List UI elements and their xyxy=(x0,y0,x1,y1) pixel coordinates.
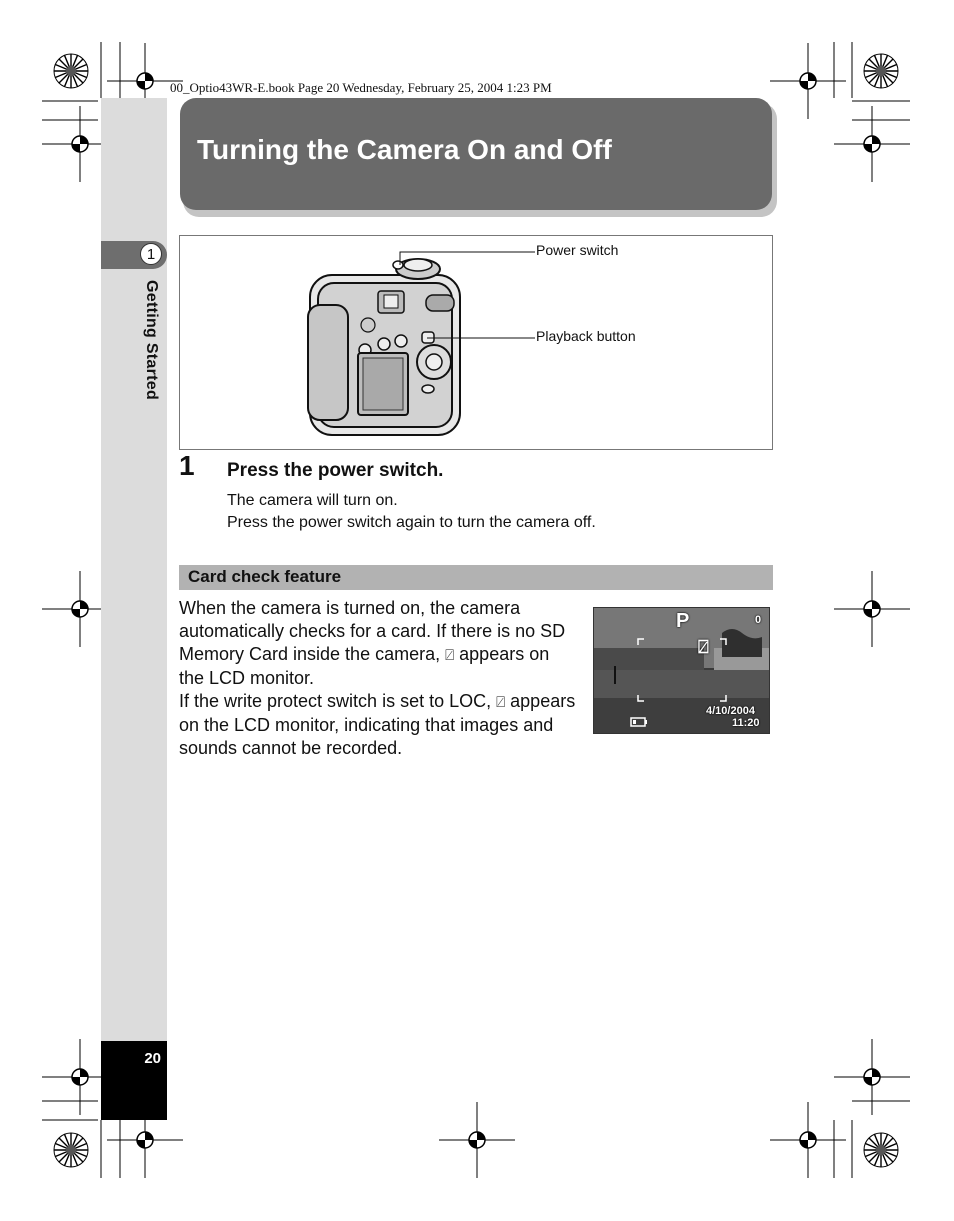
step-title: Press the power switch. xyxy=(227,460,444,481)
card-check-paragraph: When the camera is turned on, the camera automatically checks for a card. If there is no SD Memory Card inside the camera, ⍁ appears on the LCD monitor. xyxy=(179,598,566,688)
page-number: 20 xyxy=(144,1050,161,1067)
step-body xyxy=(227,490,596,534)
lcd-mode: P xyxy=(676,610,690,632)
chapter-title: Getting Started xyxy=(143,280,160,401)
callout-leaders xyxy=(395,245,540,345)
lcd-overlay xyxy=(594,608,770,734)
print-header: 00_Optio43WR-E.book Page 20 Wednesday, February 25, 2004 1:23 PM xyxy=(170,80,552,95)
power-switch-label: Power switch xyxy=(536,242,619,258)
lcd-no-card-icon: ⍁ xyxy=(698,637,709,657)
step-line: Press the power switch again to turn the camera off. xyxy=(227,514,596,531)
no-card-icon: ⍁ xyxy=(445,647,455,664)
playback-button-label: Playback button xyxy=(536,328,636,344)
lcd-frames-remaining: 0 xyxy=(755,614,762,626)
lcd-date: 4/10/2004 xyxy=(706,705,755,717)
card-check-paragraph: If the write protect switch is set to LOC, ⍁ appears on the LCD monitor, indicating that images and sounds cannot be recorded. xyxy=(179,691,576,758)
page-title: Turning the Camera On and Off xyxy=(197,134,612,165)
card-check-body xyxy=(179,597,579,760)
lcd-time: 11:20 xyxy=(732,717,760,729)
lcd-monitor-image xyxy=(593,607,770,734)
step-number: 1 xyxy=(179,450,195,481)
chapter-number: 1 xyxy=(140,243,162,265)
card-check-title: Card check feature xyxy=(188,567,342,586)
step-line: The camera will turn on. xyxy=(227,492,398,509)
no-card-icon: ⍁ xyxy=(496,694,506,711)
